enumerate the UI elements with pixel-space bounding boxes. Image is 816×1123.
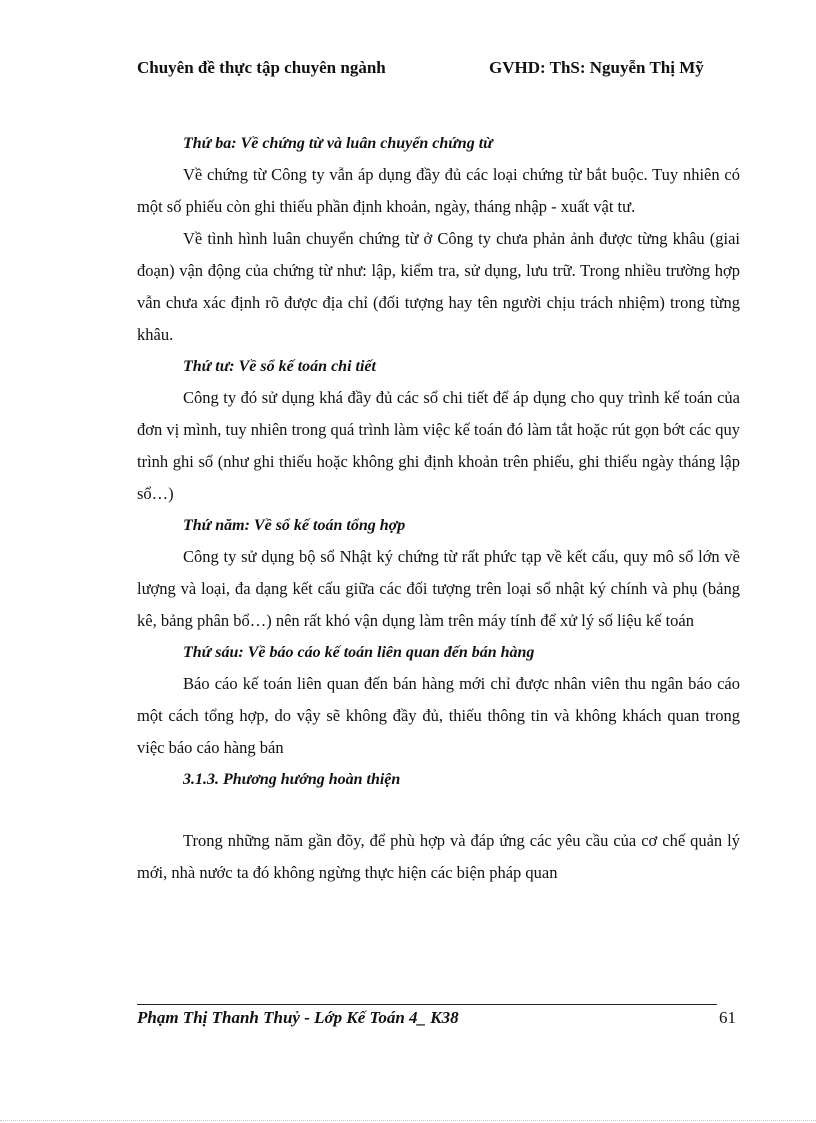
paragraph: Về chứng từ Công ty vẫn áp dụng đầy đủ các loại chứng từ bắt buộc. Tuy nhiên có một số phiếu còn ghi thiếu phần định khoản, ngày, tháng nhập - xuất vật tư. <box>137 165 740 216</box>
page-body <box>137 128 740 889</box>
section-bao-cao <box>137 637 740 764</box>
author-info: Phạm Thị Thanh Thuỷ - Lớp Kế Toán 4_ K38 <box>137 1008 459 1027</box>
section-so-chi-tiet <box>137 351 740 510</box>
page-edge <box>0 1120 816 1121</box>
supervisor-name: GVHD: ThS: Nguyễn Thị Mỹ <box>489 58 704 77</box>
section-heading: Thứ ba: Về chứng từ và luân chuyển chứng từ <box>183 135 493 152</box>
blank-line <box>137 795 740 825</box>
paragraph: Trong những năm gần đõy, để phù hợp và đáp ứng các yêu cầu của cơ chế quản lý mới, nhà nước ta đó không ngừng thực hiện các biện pháp quan <box>137 831 740 882</box>
section-heading: Thứ sáu: Về báo cáo kế toán liên quan đến bán hàng <box>183 644 535 661</box>
section-heading: Thứ năm: Về sổ kế toán tổng hợp <box>183 517 406 534</box>
paragraph: Báo cáo kế toán liên quan đến bán hàng mới chỉ được nhân viên thu ngân báo cáo một cách tổng hợp, do vậy sẽ không đầy đủ, thiếu thông tin và không khách quan trong việc báo cáo hàng bán <box>137 674 740 757</box>
section-heading: Thứ tư: Về sổ kế toán chi tiết <box>183 358 376 375</box>
paragraph: Công ty đó sử dụng khá đầy đủ các sổ chi tiết để áp dụng cho quy trình kế toán của đơn vị mình, tuy nhiên trong quá trình làm việc kế toán đó làm tắt hoặc rút gọn bớt các quy trình ghi sổ (như ghi thiếu hoặc không ghi định khoản trên phiếu, ghi thiếu ngày tháng lập sổ…) <box>137 388 740 503</box>
section-chung-tu <box>137 128 740 351</box>
paragraph: Công ty sử dụng bộ sổ Nhật ký chứng từ rất phức tạp về kết cấu, quy mô sổ lớn về lượng và loại, đa dạng kết cấu giữa các đối tượng trên loại sổ nhật ký chính và phụ (bảng kê, bảng phân bổ…) nên rất khó vận dụng làm trên máy tính để xử lý số liệu kế toán <box>137 547 740 630</box>
section-heading: 3.1.3. Phương hướng hoàn thiện <box>183 771 401 788</box>
footer-rule <box>137 1004 717 1005</box>
page-header <box>137 58 737 82</box>
section-phuong-huong <box>137 764 740 889</box>
section-so-tong-hop <box>137 510 740 637</box>
paragraph: Về tình hình luân chuyển chứng từ ở Công ty chưa phản ảnh được từng khâu (giai đoạn) vận động của chứng từ như: lập, kiểm tra, sử dụng, lưu trữ. Trong nhiều trường hợp vẫn chưa xác định rõ được địa chỉ (đối tượng hay tên người chịu trách nhiệm) trong từng khâu. <box>137 229 740 344</box>
page-footer <box>137 1008 737 1034</box>
document-title: Chuyên đề thực tập chuyên ngành <box>137 58 386 77</box>
page-number: 61 <box>719 1008 736 1027</box>
